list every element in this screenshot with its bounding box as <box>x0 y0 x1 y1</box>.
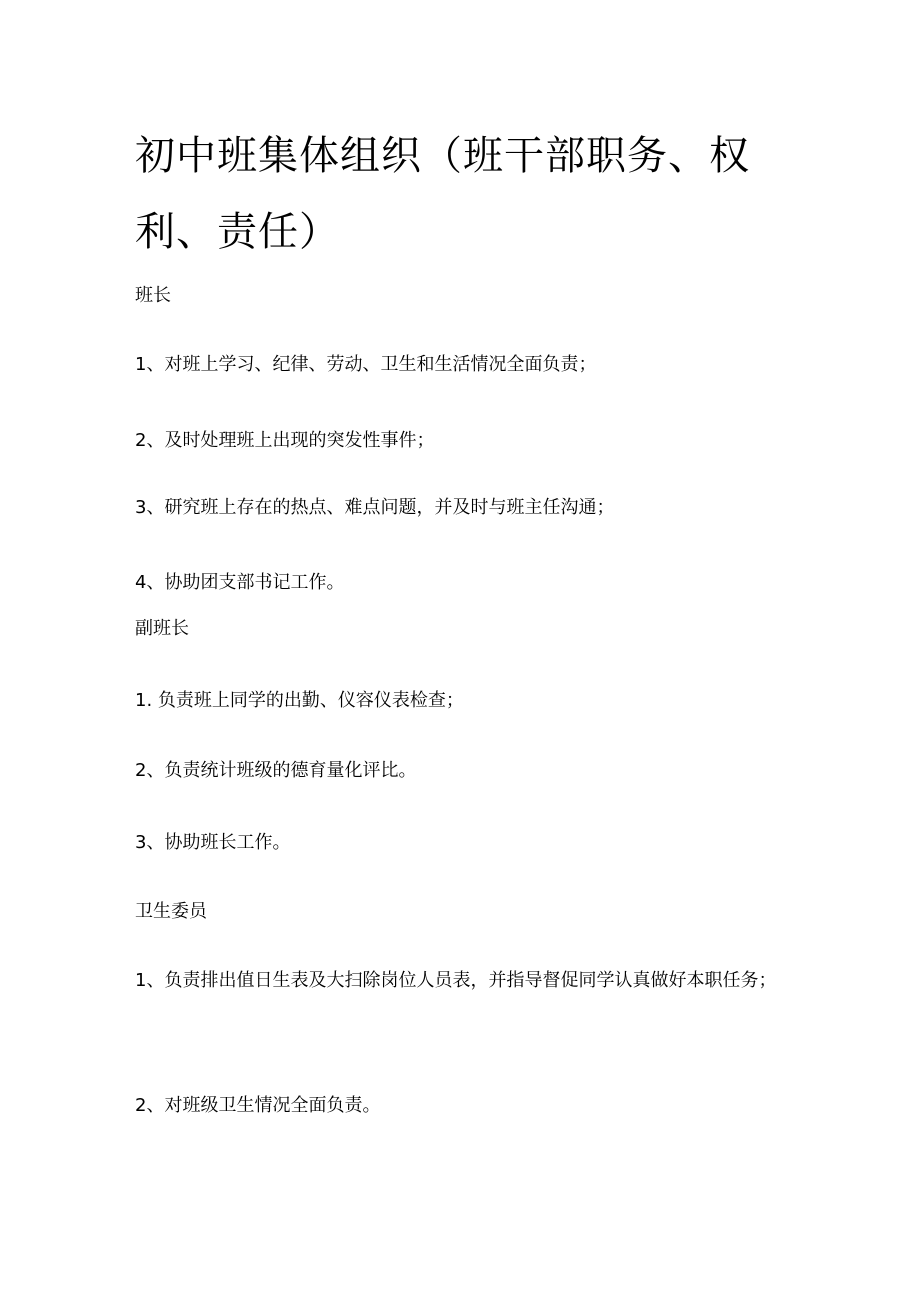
list-item: 1、对班上学习、纪律、劳动、卫生和生活情况全面负责； <box>135 354 597 375</box>
document-title: 初中班集体组织（班干部职务、权利、责任） <box>135 133 750 255</box>
section-heading-vice-monitor: 副班长 <box>135 618 189 639</box>
list-item: 2、负责统计班级的德育量化评比。 <box>135 760 417 781</box>
list-item: 3、研究班上存在的热点、难点问题，并及时与班主任沟通； <box>135 497 615 518</box>
section-heading-monitor: 班长 <box>135 285 171 306</box>
list-item: 3、协助班长工作。 <box>135 832 291 853</box>
section-heading-hygiene-committee: 卫生委员 <box>135 901 207 922</box>
list-item: 1. 负责班上同学的出勤、仪容仪表检查； <box>135 690 464 711</box>
list-item: 2、对班级卫生情况全面负责。 <box>135 1095 381 1116</box>
list-item: 4、协助团支部书记工作。 <box>135 572 345 593</box>
list-item: 2、及时处理班上出现的突发性事件； <box>135 430 435 451</box>
list-item: 1、负责排出值日生表及大扫除岗位人员表，并指导督促同学认真做好本职任务； <box>135 970 777 991</box>
